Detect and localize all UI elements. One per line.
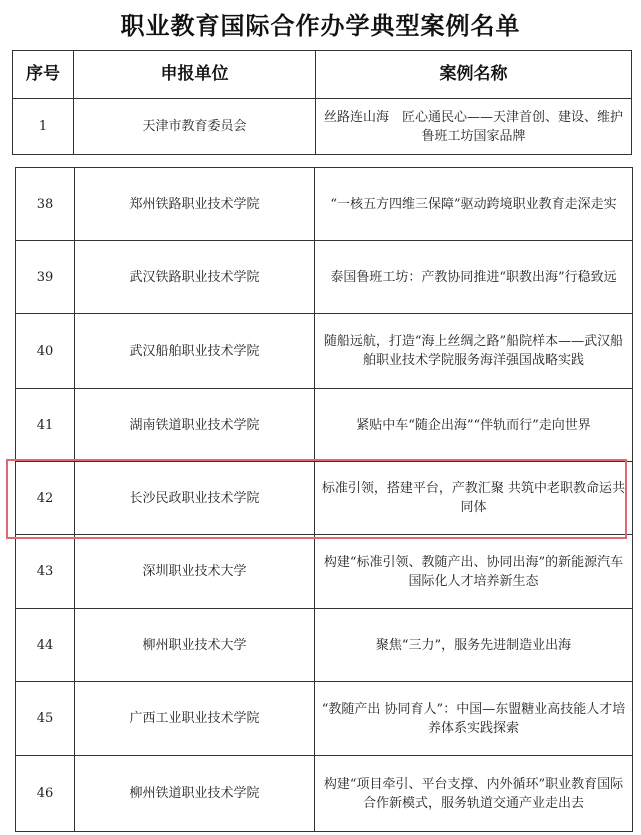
cell-no: 39	[16, 241, 75, 314]
header-no: 序号	[13, 51, 74, 99]
cell-no: 42	[16, 462, 75, 535]
cell-case: 标准引领，搭建平台，产教汇聚 共筑中老职教命运共同体	[315, 462, 633, 535]
cell-case: 构建“标准引领、教随产出、协同出海”的新能源汽车国际化人才培养新生态	[315, 535, 633, 609]
page-title: 职业教育国际合作办学典型案例名单	[120, 12, 521, 40]
cell-unit: 广西工业职业技术学院	[75, 682, 315, 756]
cell-no: 40	[16, 314, 75, 389]
cell-unit: 郑州铁路职业技术学院	[75, 168, 315, 241]
header-table	[12, 50, 632, 155]
table-row	[16, 314, 633, 389]
cell-unit: 湖南铁道职业技术学院	[75, 389, 315, 462]
cell-case: 构建“项目牵引、平台支撑、内外循环”职业教育国际合作新模式，服务轨道交通产业走出去	[315, 756, 633, 832]
cell-no: 45	[16, 682, 75, 756]
table-row	[16, 535, 633, 609]
table-row	[16, 389, 633, 462]
cell-case: 紧贴中车“随企出海”“伴轨而行”走向世界	[315, 389, 633, 462]
header-case: 案例名称	[316, 51, 632, 99]
cell-case: 泰国鲁班工坊：产教协同推进“职教出海”行稳致远	[315, 241, 633, 314]
table-header-row	[13, 51, 632, 99]
cell-unit: 武汉铁路职业技术学院	[75, 241, 315, 314]
cell-no: 41	[16, 389, 75, 462]
case-table	[15, 167, 633, 832]
cell-no: 1	[13, 99, 74, 155]
table-row-highlighted	[16, 462, 633, 535]
cell-no: 43	[16, 535, 75, 609]
cell-no: 38	[16, 168, 75, 241]
table-row	[16, 241, 633, 314]
cell-case: “一核五方四维三保障”驱动跨境职业教育走深走实	[315, 168, 633, 241]
cell-unit: 柳州铁道职业技术学院	[75, 756, 315, 832]
table-row	[16, 682, 633, 756]
cell-unit: 天津市教育委员会	[74, 99, 316, 155]
cell-unit: 深圳职业技术大学	[75, 535, 315, 609]
cell-no: 46	[16, 756, 75, 832]
table-row	[16, 168, 633, 241]
cell-unit: 武汉船舶职业技术学院	[75, 314, 315, 389]
cell-case: “教随产出 协同育人”：中国—东盟糖业高技能人才培养体系实践探索	[315, 682, 633, 756]
cell-case: 随船远航，打造“海上丝绸之路”船院样本——武汉船舶职业技术学院服务海洋强国战略实践	[315, 314, 633, 389]
cell-no: 44	[16, 609, 75, 682]
header-unit: 申报单位	[74, 51, 316, 99]
table-row	[16, 756, 633, 832]
cell-case: 丝路连山海 匠心通民心——天津首创、建设、维护鲁班工坊国家品牌	[316, 99, 632, 155]
table-row	[16, 609, 633, 682]
table-row	[13, 99, 632, 155]
cell-case: 聚焦“三力”，服务先进制造业出海	[315, 609, 633, 682]
cell-unit: 长沙民政职业技术学院	[75, 462, 315, 535]
cell-unit: 柳州职业技术大学	[75, 609, 315, 682]
